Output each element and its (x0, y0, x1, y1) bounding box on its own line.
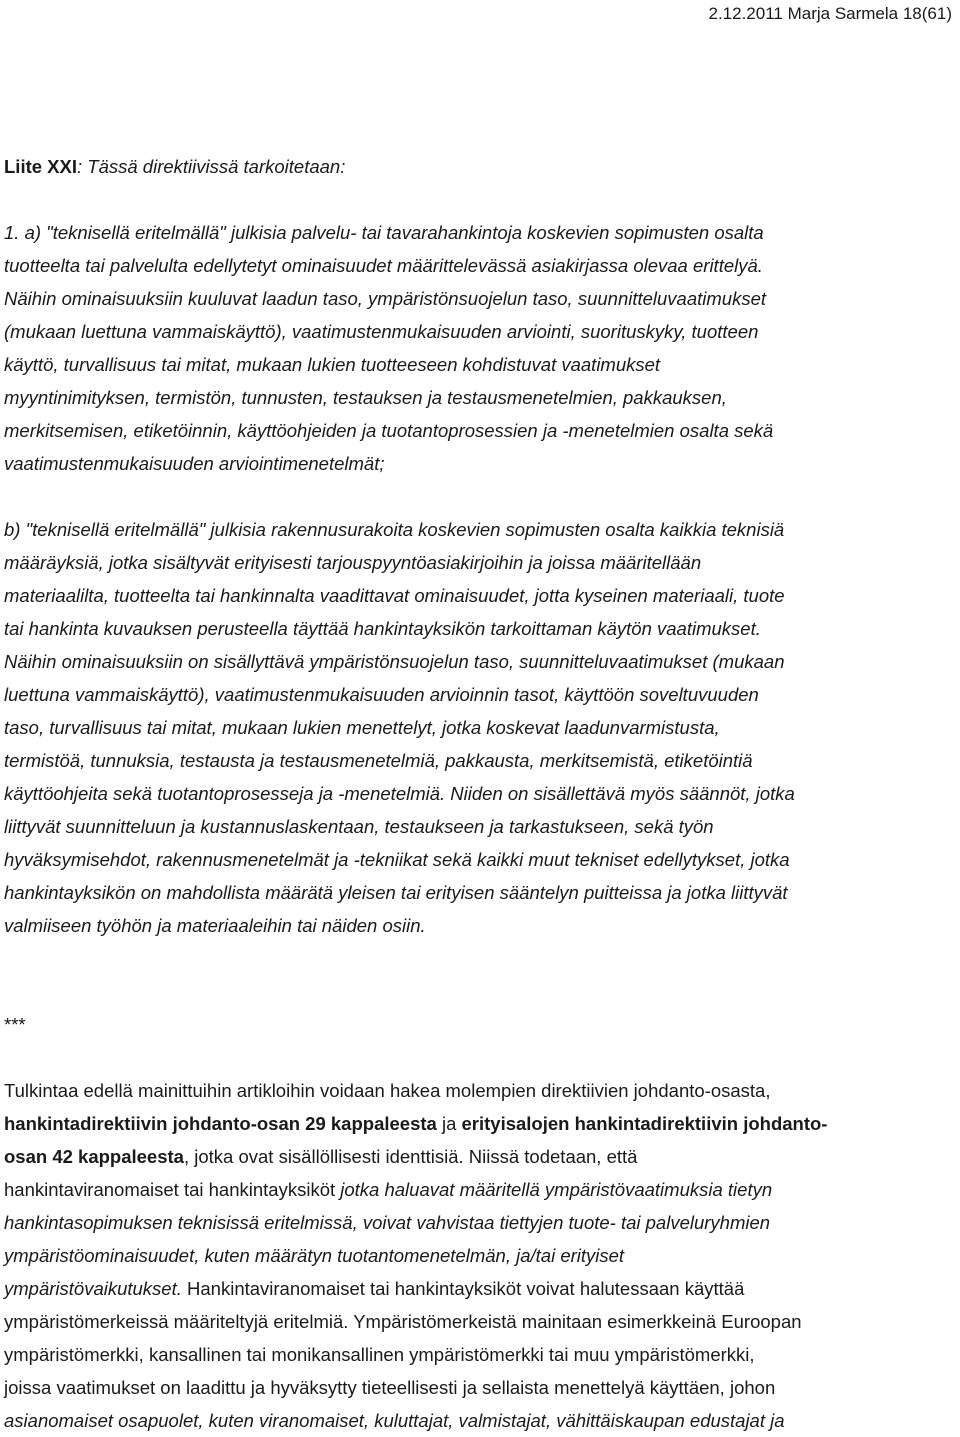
spacer (4, 1041, 954, 1074)
section-b-line: taso, turvallisuus tai mitat, mukaan lukien menettelyt, jotka koskevat laadunvarmistusta, (4, 717, 720, 738)
spacer (4, 942, 954, 1008)
section-a-line: myyntinimityksen, termistön, tunnusten, testauksen ja testausmenetelmien, pakkauksen, (4, 387, 727, 408)
section-a-line: 1. a) "teknisellä eritelmällä" julkisia palvelu- tai tavarahankintoja koskevien sopimusten osalta (4, 222, 764, 243)
tulkinta-quote-line: hankintasopimuksen teknisissä eritelmissä, voivat vahvistaa tiettyjen tuote- tai palveluryhmien (4, 1212, 771, 1233)
section-b-line: määräyksiä, jotka sisältyvät erityisesti tarjouspyyntöasiakirjoihin ja joissa määritellään (4, 552, 702, 573)
section-b-line: käyttöohjeita sekä tuotantoprosesseja ja -menetelmiä. Niiden on sisällettävä myös säännöt, jotka (4, 783, 795, 804)
section-a-line: merkitsemisen, etiketöinnin, käyttöohjeiden ja tuotantoprosessien ja -menetelmien osalta sekä (4, 420, 774, 441)
section-a-line: tuotteelta tai palvelulta edellytetyt ominaisuudet määrittelevässä asiakirjassa olevaa erittelyä. (4, 255, 763, 276)
tulkinta-text: , jotka ovat sisällöllisesti identtisiä. Niissä todetaan, että (183, 1146, 638, 1167)
tulkinta-line (4, 1140, 954, 1173)
tulkinta-line: ympäristömerkki, kansallinen tai monikansallinen ympäristömerkki tai muu ympäristömerkki, (4, 1344, 755, 1365)
ref-erityisalat-cont: osan 42 kappaleesta (4, 1146, 184, 1167)
ref-hankintadirektiivi: hankintadirektiivin johdanto-osan 29 kappaleesta (4, 1113, 437, 1134)
section-b-line: hyväksymisehdot, rakennusmenetelmät ja -tekniikat sekä kaikki muut tekniset edellytykset, jotka (4, 849, 790, 870)
section-a-line: (mukaan luettuna vammaiskäyttö), vaatimustenmukaisuuden arviointi, suorituskyky, tuotteen (4, 321, 759, 342)
section-b-line: termistöä, tunnuksia, testausta ja testausmenetelmiä, pakkausta, merkitsemistä, etiketöintiä (4, 750, 753, 771)
tulkinta-quote: ympäristövaikutukset. (4, 1278, 182, 1299)
section-b-line: valmiiseen työhön ja materiaaleihin tai näiden osiin. (4, 915, 426, 936)
tulkinta-line (4, 1272, 954, 1305)
section-a (4, 216, 954, 480)
section-b-line: hankintayksikön on mahdollista määrätä yleisen tai erityisen sääntelyn puitteissa ja jotka liittyvät (4, 882, 788, 903)
section-b-line: b) "teknisellä eritelmällä" julkisia rakennusurakoita koskevien sopimusten osalta kaikkia teknisiä (4, 519, 785, 540)
section-a-line: vaatimustenmukaisuuden arviointimenetelmät; (4, 453, 385, 474)
tulkinta-text: Hankintaviranomaiset tai hankintayksiköt voivat halutessaan käyttää (181, 1278, 745, 1299)
liite-label: Liite XXI (4, 156, 77, 177)
separator: *** (4, 1014, 26, 1035)
spacer (4, 480, 954, 513)
tulkinta-line: Tulkintaa edellä mainittuihin artikloihin voidaan hakea molempien direktiivien johdanto-osasta, (4, 1080, 771, 1101)
section-b (4, 513, 954, 942)
tulkinta-line (4, 1173, 954, 1206)
tulkinta-text: hankintaviranomaiset tai hankintayksiköt (4, 1179, 341, 1200)
section-a-line: käyttö, turvallisuus tai mitat, mukaan lukien tuotteeseen kohdistuvat vaatimukset (4, 354, 661, 375)
section-b-line: luettuna vammaiskäyttö), vaatimustenmukaisuuden arvioinnin tasot, käyttöön soveltuvuuden (4, 684, 759, 705)
tulkinta-line: ympäristömerkeissä määriteltyjä eritelmiä. Ympäristömerkeistä mainitaan esimerkkeinä Euroopan (4, 1311, 802, 1332)
tulkinta-quote-line: asianomaiset osapuolet, kuten viranomaiset, kuluttajat, valmistajat, vähittäiskaupan edustajat ja (4, 1410, 785, 1431)
page-header: 2.12.2011 Marja Sarmela 18(61) (708, 4, 952, 23)
ref-erityisalat: erityisalojen hankintadirektiivin johdanto- (461, 1113, 828, 1134)
section-a-line: Näihin ominaisuuksiin kuuluvat laadun taso, ympäristönsuojelun taso, suunnitteluvaatimukset (4, 288, 767, 309)
liite-rest: : Tässä direktiivissä tarkoitetaan: (77, 156, 346, 177)
document-body (4, 150, 954, 1437)
tulkinta-text: ja (436, 1113, 462, 1134)
section-b-line: Näihin ominaisuuksiin on sisällyttävä ympäristönsuojelun taso, suunnitteluvaatimukset (mukaan (4, 651, 785, 672)
tulkinta-line (4, 1107, 954, 1140)
tulkinta-quote-line: ympäristöominaisuudet, kuten määrätyn tuotantomenetelmän, ja/tai erityiset (4, 1245, 625, 1266)
spacer (4, 183, 954, 216)
liite-heading (4, 150, 954, 183)
tulkinta-line: joissa vaatimukset on laadittu ja hyväksytty tieteellisesti ja sellaista menettelyä käyttäen, johon (4, 1377, 776, 1398)
section-b-line: materiaalilta, tuotteelta tai hankinnalta vaadittavat ominaisuudet, jotta kyseinen materiaali, tuote (4, 585, 785, 606)
section-b-line: tai hankinta kuvauksen perusteella täyttää hankintayksikön tarkoittaman käytön vaatimukset. (4, 618, 761, 639)
tulkinta-paragraph (4, 1074, 954, 1437)
tulkinta-quote: jotka haluavat määritellä ympäristövaatimuksia tietyn (340, 1179, 773, 1200)
section-b-line: liittyvät suunnitteluun ja kustannuslaskentaan, testaukseen ja tarkastukseen, sekä työn (4, 816, 714, 837)
